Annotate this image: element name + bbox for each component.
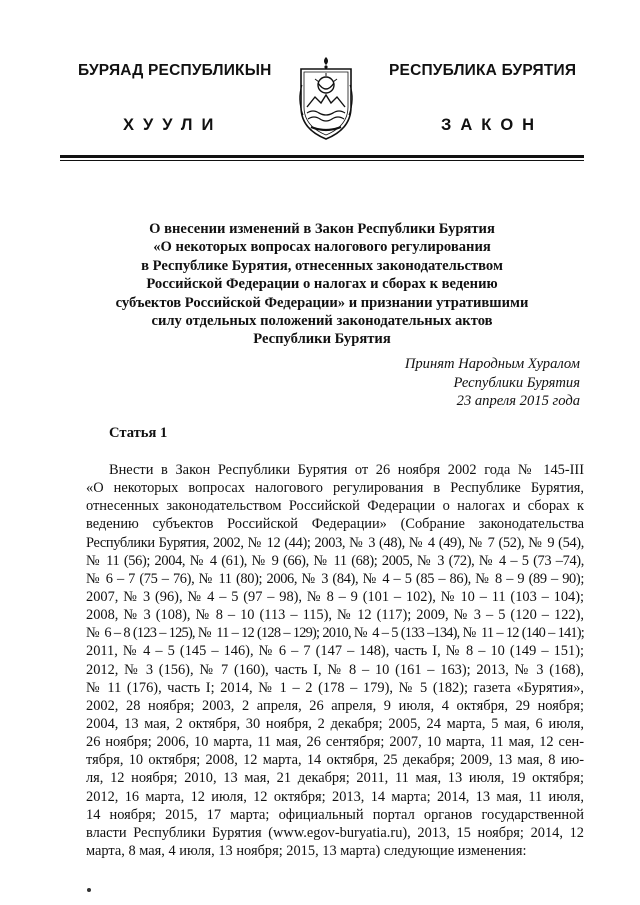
adoption-note: [405, 355, 580, 411]
margin-mark: [87, 888, 91, 892]
body-line: 2012, № 3 (156), № 7 (160), часть I, № 8 – 10 (161 – 163); 2013, № 3 (168),: [86, 661, 584, 678]
adoption-line: 23 апреля 2015 года: [456, 393, 580, 410]
body-line: Внести в Закон Республики Бурятия от 26 ноября 2002 года № 145-III: [109, 462, 584, 478]
article-body: [86, 461, 584, 860]
title-line: субъектов Российской Федерации» и признании утратившими: [115, 294, 529, 311]
adoption-line: Принят Народным Хуралом: [404, 356, 580, 372]
adoption-line: Республики Бурятия: [453, 374, 580, 391]
title-line: О внесении изменений в Закон Республики Бурятия: [149, 221, 495, 237]
republic-name-buryat: БУРЯАД РЕСПУБЛИКЫН: [78, 62, 272, 79]
body-line: № 11 (56); 2004, № 4 (61), № 9 (66), № 11 (68); 2005, № 3 (72), № 4 – 5 (73 –74),: [86, 552, 584, 569]
body-line: марта, 8 мая, 4 июля, 13 ноября; 2015, 13 марта) следующие изменения:: [86, 842, 527, 859]
body-line: Республики Бурятия, 2002, № 12 (44); 2003, № 3 (48), № 4 (49), № 7 (52), № 9 (54),: [86, 534, 584, 551]
body-line: № 11 (176), часть I; 2014, № 1 – 2 (178 – 179), № 5 (182); газета «Бурятия»,: [86, 679, 584, 696]
coat-of-arms-icon: [293, 55, 359, 143]
body-line: 2004, 13 мая, 2 октября, 30 ноября, 2 декабря; 2005, 24 марта, 5 мая, 6 июля,: [86, 715, 584, 732]
body-line: 2007, № 3 (96), № 4 – 5 (97 – 98), № 8 – 9 (101 – 102), № 10 – 11 (103 – 104);: [86, 588, 584, 605]
law-label-buryat: ХУУЛИ: [123, 116, 223, 134]
body-line: 14 ноября; 2015, 17 марта; официальный портал органов государственной: [86, 806, 584, 823]
body-line: отнесенных законодательством Российской Федерации о налогах и сборах к: [86, 498, 584, 515]
title-line: Российской Федерации о налогах и сборах к ведению: [146, 276, 498, 293]
body-line: «О некоторых вопросах налогового регулирования в Республике Бурятия,: [86, 480, 584, 497]
body-line: № 6 – 7 (75 – 76), № 11 (80); 2006, № 3 (84), № 4 – 5 (85 – 86), № 8 – 9 (89 – 90);: [86, 570, 584, 587]
law-title: [60, 220, 584, 349]
body-line: тября, 10 октября; 2008, 12 марта, 14 октября, 25 декабря; 2009, 13 мая, 8 ию-: [86, 752, 584, 769]
body-line: ведению субъектов Российской Федерации» (Собрание законодательства: [86, 516, 584, 533]
body-line: 2002, 28 ноября; 2003, 2 апреля, 26 апреля, 9 июля, 4 октября, 29 ноября;: [86, 697, 584, 714]
article-heading: Статья 1: [109, 425, 168, 441]
republic-name-russian: РЕСПУБЛИКА БУРЯТИЯ: [389, 62, 577, 79]
law-label-russian: ЗАКОН: [441, 116, 544, 134]
body-line: власти Республики Бурятия (www.egov-buryatia.ru), 2013, 15 ноября; 2014, 12: [86, 824, 584, 841]
title-line: «О некоторых вопросах налогового регулирования: [153, 239, 491, 256]
body-line: 2012, 16 марта, 12 июля, 12 октября; 2013, 14 марта; 2014, 13 мая, 11 июля,: [86, 788, 584, 805]
body-line: ля, 12 ноября; 2010, 13 мая, 21 декабря; 2011, 11 мая, 13 июля, 19 октября;: [86, 770, 584, 787]
header-rule-thick: [60, 155, 584, 158]
title-line: силу отдельных положений законодательных актов: [151, 313, 493, 330]
body-line: № 6 – 8 (123 – 125), № 11 – 12 (128 – 129); 2010, № 4 – 5 (133 –134), № 11 – 12 (140 – 141);: [86, 625, 584, 642]
header-rule-thin: [60, 160, 584, 161]
body-line: 26 ноября; 2006, 10 марта, 11 мая, 26 сентября; 2007, 10 марта, 11 мая, 12 сен-: [86, 734, 584, 751]
title-line: в Республике Бурятия, отнесенных законодательством: [141, 257, 503, 274]
body-line: 2008, № 3 (108), № 8 – 10 (113 – 115), № 12 (117); 2009, № 3 – 5 (120 – 122),: [86, 607, 584, 624]
body-line: 2011, № 4 – 5 (145 – 146), № 6 – 7 (147 – 148), часть I, № 8 – 10 (149 – 151);: [86, 643, 584, 660]
title-line: Республики Бурятия: [253, 331, 391, 348]
